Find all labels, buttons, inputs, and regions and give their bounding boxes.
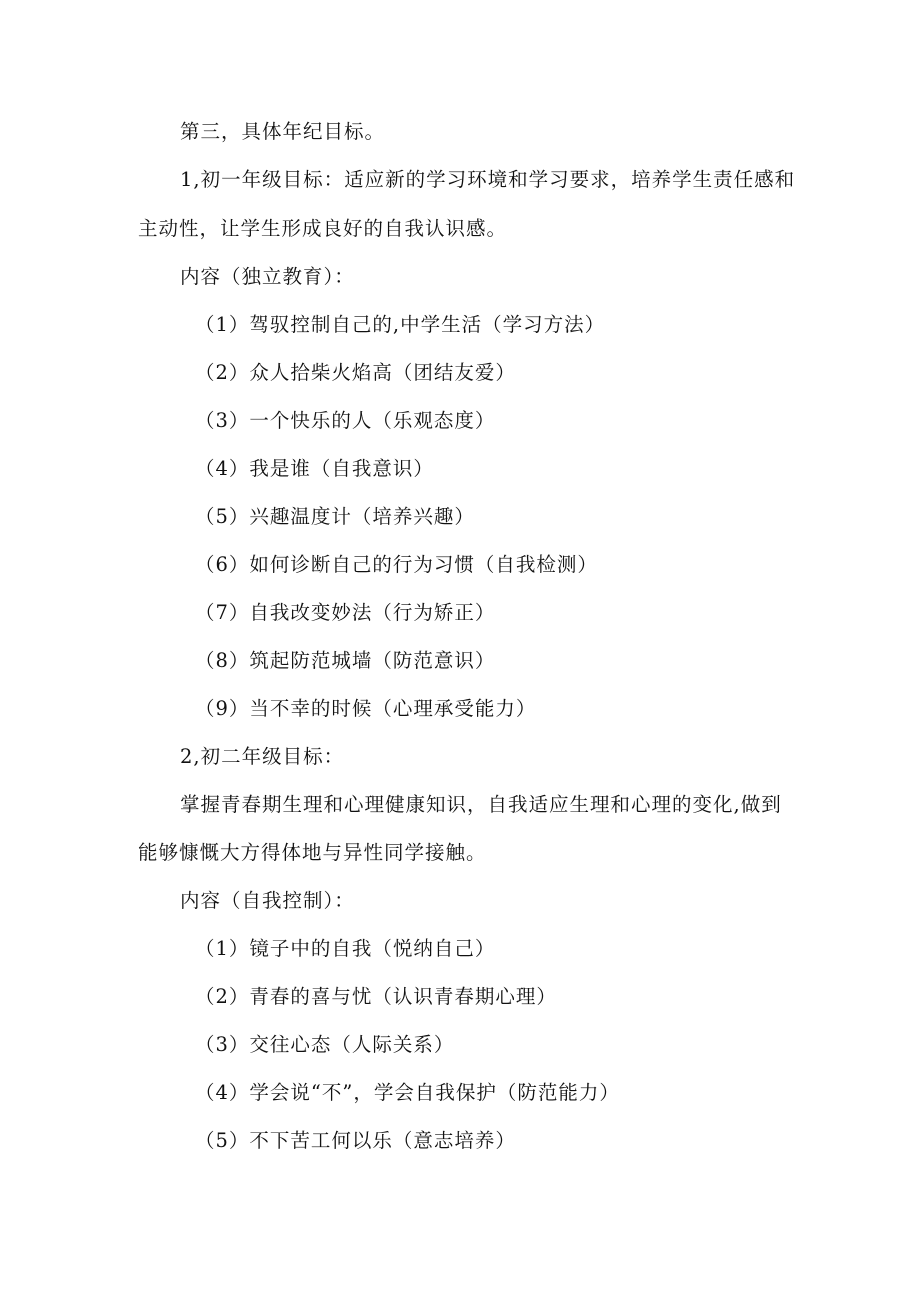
- grade2-goal-line2: 能够慷慨大方得体地与异性同学接触。: [138, 841, 487, 864]
- grade1-list-item-8: （8）筑起防范城墙（防范意识）: [195, 649, 496, 672]
- grade1-list-item-5: （5）兴趣温度计（培养兴趣）: [195, 505, 475, 528]
- grade1-list-item-6: （6）如何诊断自己的行为习惯（自我检测）: [195, 553, 598, 576]
- grade1-list-item-2: （2）众人拾柴火焰高（团结友爱）: [195, 361, 516, 384]
- grade2-content-label: 内容（自我控制）：: [180, 889, 355, 912]
- grade2-list-item-5: （5）不下苦工何以乐（意志培养）: [195, 1129, 516, 1152]
- grade1-list-item-3: （3）一个快乐的人（乐观态度）: [195, 409, 496, 432]
- grade1-list-item-1: （1）驾驭控制自己的,中学生活（学习方法）: [195, 313, 606, 336]
- grade1-heading-line1: 1,初一年级目标：适应新的学习环境和学习要求，培养学生责任感和: [180, 168, 796, 191]
- grade1-content-label: 内容（独立教育）：: [180, 265, 355, 288]
- grade2-goal-line1: 掌握青春期生理和心理健康知识，自我适应生理和心理的变化,做到: [180, 793, 782, 816]
- section-title: 第三，具体年纪目标。: [180, 120, 386, 143]
- grade1-list-item-4: （4）我是谁（自我意识）: [195, 457, 434, 480]
- grade1-list-item-7: （7）自我改变妙法（行为矫正）: [195, 601, 496, 624]
- grade2-heading: 2,初二年级目标：: [180, 745, 345, 768]
- grade2-list-item-3: （3）交往心态（人际关系）: [195, 1033, 455, 1056]
- grade2-list-item-2: （2）青春的喜与忧（认识青春期心理）: [195, 985, 557, 1008]
- grade2-list-item-4: （4）学会说“不”，学会自我保护（防范能力）: [195, 1081, 620, 1104]
- grade1-list-item-9: （9）当不幸的时候（心理承受能力）: [195, 697, 537, 720]
- grade1-heading-line2: 主动性，让学生形成良好的自我认识感。: [138, 217, 508, 240]
- grade2-list-item-1: （1）镜子中的自我（悦纳自己）: [195, 937, 496, 960]
